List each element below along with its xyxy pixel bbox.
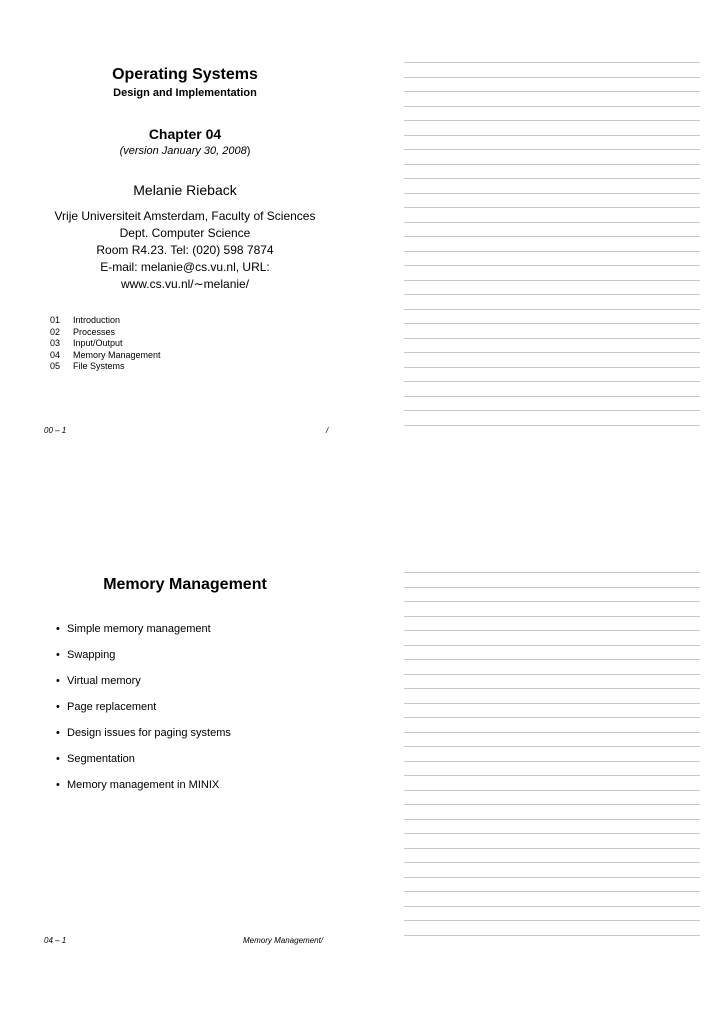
version-text: (version January 30, 2008 <box>119 145 247 157</box>
affiliation-line: Vrije Universiteit Amsterdam, Faculty of Sciences <box>54 209 316 223</box>
note-line <box>404 91 700 92</box>
note-line <box>404 572 700 573</box>
toc-number: 01 <box>50 315 61 325</box>
list-item <box>56 753 231 779</box>
note-line <box>404 717 700 718</box>
affiliation-line: E-mail: melanie@cs.vu.nl, URL: <box>100 260 270 274</box>
note-line <box>404 120 700 121</box>
note-line <box>404 703 700 704</box>
bullet-glyph: • <box>56 727 60 739</box>
note-line <box>404 251 700 252</box>
note-line <box>404 193 700 194</box>
note-line <box>404 659 700 660</box>
toc-label: Input/Output <box>73 338 123 348</box>
bullet-glyph: • <box>56 623 60 635</box>
note-line <box>404 761 700 762</box>
list-item <box>56 649 231 675</box>
note-line <box>404 106 700 107</box>
note-line <box>404 746 700 747</box>
note-line <box>404 367 700 368</box>
affiliation-line: Room R4.23. Tel: (020) 598 7874 <box>96 243 274 257</box>
note-line <box>404 587 700 588</box>
slide-title: Memory Management <box>103 576 267 593</box>
slide-number: 00 – 1 <box>44 426 67 435</box>
note-line <box>404 410 700 411</box>
toc-number: 05 <box>50 361 61 371</box>
affiliation-line: www.cs.vu.nl/∼melanie/ <box>120 277 250 291</box>
note-line <box>404 149 700 150</box>
toc-item <box>50 350 161 362</box>
note-line <box>404 819 700 820</box>
toc-item <box>50 327 161 339</box>
toc-item <box>50 361 161 373</box>
list-item-text: Memory management in MINIX <box>67 779 220 791</box>
note-line <box>404 164 700 165</box>
note-line <box>404 352 700 353</box>
note-line <box>404 280 700 281</box>
note-line <box>404 207 700 208</box>
list-item <box>56 701 231 727</box>
note-line <box>404 906 700 907</box>
list-item <box>56 727 231 753</box>
note-line <box>404 77 700 78</box>
list-item <box>56 779 231 805</box>
note-line <box>404 877 700 878</box>
toc-item <box>50 338 161 350</box>
note-line <box>404 616 700 617</box>
toc-number: 04 <box>50 349 61 360</box>
note-line <box>404 222 700 223</box>
list-item <box>56 675 231 701</box>
note-line <box>404 935 700 936</box>
slide-title: Operating Systems <box>112 66 258 83</box>
note-line <box>404 732 700 733</box>
note-line <box>404 630 700 631</box>
note-line <box>404 862 700 863</box>
toc-label: File Systems <box>73 361 125 371</box>
chapter-heading: Chapter 04 <box>148 126 222 142</box>
note-line <box>404 601 700 602</box>
version-close-paren: ) <box>246 145 251 157</box>
list-item-text: Segmentation <box>67 753 135 765</box>
note-line <box>404 790 700 791</box>
toc-number: 03 <box>50 338 61 348</box>
note-line <box>404 381 700 382</box>
list-item-text: Swapping <box>67 649 116 661</box>
list-item <box>56 623 231 649</box>
toc-label: Memory Management <box>73 349 161 360</box>
toc-item <box>50 315 161 327</box>
note-line <box>404 265 700 266</box>
affiliation-line: Dept. Computer Science <box>119 226 251 240</box>
note-line <box>404 425 700 426</box>
list-item-text: Virtual memory <box>67 675 141 687</box>
note-line <box>404 775 700 776</box>
note-line <box>404 236 700 237</box>
author-name: Melanie Rieback <box>133 182 237 198</box>
list-item-text: Page replacement <box>67 701 157 713</box>
note-line <box>404 135 700 136</box>
table-of-contents <box>50 315 161 373</box>
note-line <box>404 804 700 805</box>
slide-footer-path: / <box>326 426 329 435</box>
bullet-glyph: • <box>56 701 60 713</box>
bullet-glyph: • <box>56 779 60 791</box>
slide-subtitle: Design and Implementation <box>113 87 257 99</box>
note-line <box>404 178 700 179</box>
slide-number: 04 – 1 <box>44 936 67 945</box>
list-item-text: Simple memory management <box>67 623 211 635</box>
toc-label: Introduction <box>73 315 121 325</box>
toc-label: Processes <box>73 326 116 337</box>
version-line <box>0 145 370 157</box>
slide-footer-path: Memory Management/ <box>243 936 324 945</box>
toc-number: 02 <box>50 326 61 337</box>
note-line <box>404 338 700 339</box>
note-line <box>404 294 700 295</box>
note-line <box>404 920 700 921</box>
bullet-glyph: • <box>56 753 60 765</box>
note-line <box>404 309 700 310</box>
note-line <box>404 848 700 849</box>
note-line <box>404 62 700 63</box>
note-line <box>404 688 700 689</box>
bullet-glyph: • <box>56 675 60 687</box>
note-line <box>404 396 700 397</box>
list-item-text: Design issues for paging systems <box>67 727 231 739</box>
note-line <box>404 645 700 646</box>
note-line <box>404 323 700 324</box>
bullet-list <box>56 623 231 805</box>
note-line <box>404 833 700 834</box>
note-line <box>404 891 700 892</box>
bullet-glyph: • <box>56 649 60 661</box>
note-line <box>404 674 700 675</box>
